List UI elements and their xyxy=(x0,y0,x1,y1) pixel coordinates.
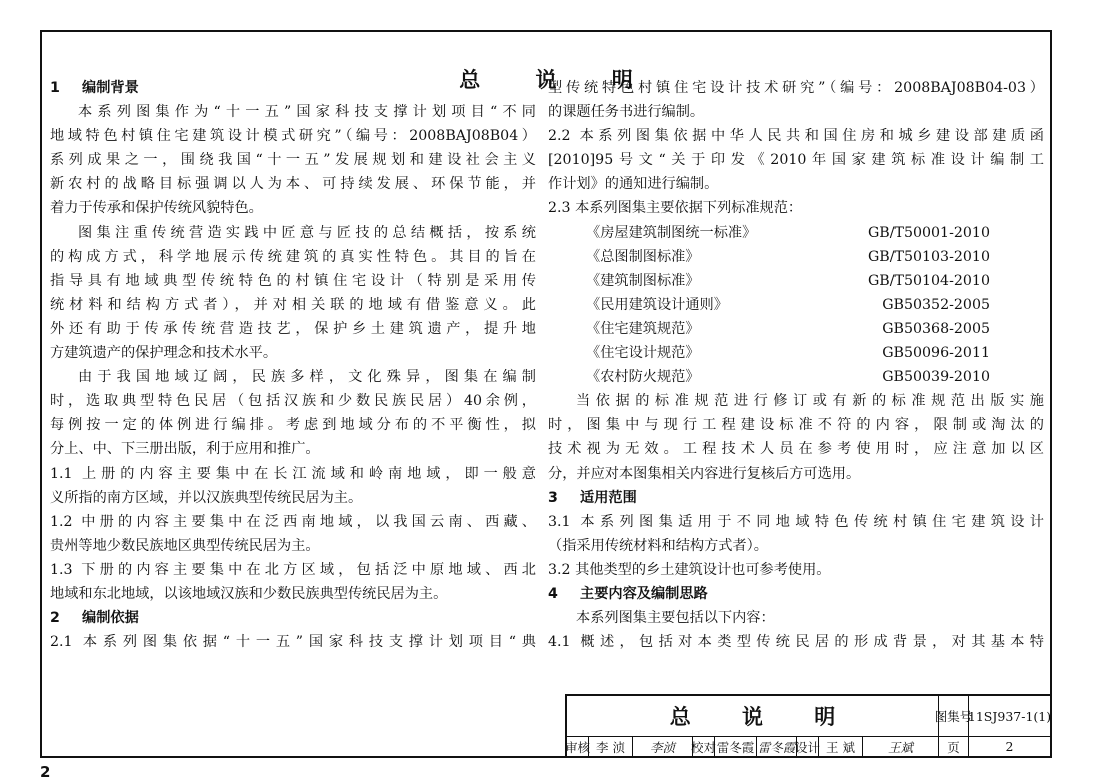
left-column xyxy=(50,76,536,654)
text-line: 地域和东北地域，以该地域汉族和少数民族典型传统民居为主。 xyxy=(50,585,448,602)
text-line: 1.1 上册的内容主要集中在长江流域和岭南地域，即一般意 xyxy=(50,465,536,482)
standard-name: 《住宅建筑规范》 xyxy=(586,320,700,337)
text-line: 分上、中、下三册出版，利于应用和推广。 xyxy=(50,441,320,458)
designer-signature: 王斌 xyxy=(863,737,939,756)
text-line: 分，并应对本图集相关内容进行复核后方可选用。 xyxy=(548,465,861,482)
checker-signature: 雷冬霞 xyxy=(757,737,797,756)
section-number: 2 xyxy=(50,610,60,627)
text-line: [2010]95号文“关于印发《2010年国家建筑标准设计编制工 xyxy=(548,152,1044,169)
review-label: 审核 xyxy=(567,737,589,756)
atlas-number-label: 图集号 xyxy=(939,696,969,737)
standard-code: GB50352-2005 xyxy=(882,296,990,313)
text-line: 2.1 本系列图集依据“十一五”国家科技支撑计划项目“典 xyxy=(50,634,536,651)
title-block xyxy=(565,694,1050,756)
standard-code: GB50096-2011 xyxy=(882,345,990,362)
section-heading xyxy=(50,76,536,100)
text-line: 贵州等地少数民族地区典型传统民居为主。 xyxy=(50,537,320,554)
text-line: 型传统特色村镇住宅设计技术研究”（编号：2008BAJ08B04-03） xyxy=(548,80,1044,96)
section-title: 编制背景 xyxy=(82,80,139,96)
standard-code: GB50368-2005 xyxy=(882,320,990,337)
text-line: 3.2 其他类型的乡土建筑设计也可参考使用。 xyxy=(548,561,831,578)
text-line: 由于我国地域辽阔，民族多样，文化殊异，图集在编制 xyxy=(78,369,536,386)
text-line: 1.3 下册的内容主要集中在北方区域，包括泛中原地域、西北 xyxy=(50,561,536,578)
text-line: 的构成方式，科学地展示传统建筑的真实性特色。其目的旨在 xyxy=(50,248,536,265)
section-heading xyxy=(548,582,1044,606)
text-line: （指采用传统材料和结构方式者）。 xyxy=(548,537,768,554)
text-line: 2.2 本系列图集依据中华人民共和国住房和城乡建设部建质函 xyxy=(548,128,1044,145)
title-block-title: 总 说 明 xyxy=(567,696,939,737)
text-line: 技术视为无效。工程技术人员在参考使用时，应注意加以区 xyxy=(548,441,1044,458)
standard-name: 《农村防火规范》 xyxy=(586,369,700,386)
checker-name: 雷冬霞 xyxy=(715,737,757,756)
text-line: 的课题任务书进行编制。 xyxy=(548,104,705,121)
standard-name: 《民用建筑设计通则》 xyxy=(586,296,728,313)
standard-code: GB50039-2010 xyxy=(882,369,990,386)
text-line: 3.1 本系列图集适用于不同地域特色传统村镇住宅建筑设计 xyxy=(548,513,1044,530)
text-line: 义所指的南方区域，并以汉族典型传统民居为主。 xyxy=(50,489,363,506)
text-line: 本系列图集作为“十一五”国家科技支撑计划项目“不同 xyxy=(78,104,536,121)
text-line: 时，选取典型特色民居（包括汉族和少数民族民居）40余例， xyxy=(50,393,536,410)
text-line: 本系列图集主要包括以下内容： xyxy=(576,610,775,627)
sheet-page-number: 2 xyxy=(1005,739,1014,754)
standard-name: 《房屋建筑制图统一标准》 xyxy=(586,224,757,241)
standard-item xyxy=(548,245,1044,269)
standard-code: GB/T50103-2010 xyxy=(867,248,990,265)
text-line: 新农村的战略目标强调以人为本、可持续发展、环保节能，并 xyxy=(50,176,536,193)
text-line: 4.1 概述，包括对本类型传统民居的形成背景，对其基本特 xyxy=(548,634,1044,651)
section-heading xyxy=(50,606,536,630)
reviewer-name: 李 浈 xyxy=(589,737,633,756)
standard-code: GB/T50104-2010 xyxy=(867,272,990,289)
text-line: 地域特色村镇住宅建筑设计模式研究”（编号：2008BAJ08B04） xyxy=(50,128,536,145)
text-line: 着力于传承和保护传统风貌特色。 xyxy=(50,200,263,217)
section-number: 3 xyxy=(548,489,558,506)
page-title: 总 说 明 xyxy=(459,68,657,92)
text-line: 系列成果之一，围绕我国“十一五”发展规划和建设社会主义 xyxy=(50,152,536,169)
standard-item xyxy=(548,269,1044,293)
reviewer-signature: 李浈 xyxy=(633,737,693,756)
section-number: 1 xyxy=(50,80,60,96)
text-line: 外还有助于传承传统营造技艺，保护乡土建筑遗产，提升地 xyxy=(50,320,536,337)
right-column xyxy=(548,76,1044,654)
text-line: 1.2 中册的内容主要集中在泛西南地域，以我国云南、西藏、 xyxy=(50,513,536,530)
standard-item xyxy=(548,221,1044,245)
standard-item xyxy=(548,293,1044,317)
section-title: 编制依据 xyxy=(82,610,139,627)
page-number: 2 xyxy=(40,763,51,781)
section-number: 4 xyxy=(548,585,558,602)
standard-name: 《建筑制图标准》 xyxy=(586,272,700,289)
text-line: 每例按一定的体例进行编排。考虑到地域分布的不平衡性，拟 xyxy=(50,417,536,434)
page-label: 页 xyxy=(939,737,969,756)
standard-item xyxy=(548,341,1044,365)
atlas-number: 11SJ937-1(1) xyxy=(969,696,1050,737)
text-line: 统材料和结构方式者），并对相关联的地域有借鉴意义。此 xyxy=(50,296,536,313)
check-label: 校对 xyxy=(693,737,715,756)
text-line: 2.3 本系列图集主要依据下列标准规范： xyxy=(548,200,803,217)
text-line: 指导具有地域典型传统特色的村镇住宅设计（特别是采用传 xyxy=(50,272,536,289)
text-line: 作计划》的通知进行编制。 xyxy=(548,176,719,193)
section-title: 主要内容及编制思路 xyxy=(580,585,708,602)
designer-name: 王 斌 xyxy=(819,737,863,756)
standard-item xyxy=(548,365,1044,389)
text-line: 图集注重传统营造实践中匠意与匠技的总结概括，按系统 xyxy=(78,224,536,241)
text-line: 时，图集中与现行工程建设标准不符的内容，限制或淘汰的 xyxy=(548,417,1044,434)
text-line: 当依据的标准规范进行修订或有新的标准规范出版实施 xyxy=(576,393,1044,410)
text-line: 方建筑遗产的保护理念和技术水平。 xyxy=(50,345,278,362)
section-heading xyxy=(548,486,1044,510)
design-label: 设计 xyxy=(797,737,819,756)
standard-code: GB/T50001-2010 xyxy=(867,224,990,241)
standard-name: 《住宅设计规范》 xyxy=(586,345,700,362)
standard-name: 《总图制图标准》 xyxy=(586,248,700,265)
section-title: 适用范围 xyxy=(580,489,637,506)
standard-item xyxy=(548,317,1044,341)
